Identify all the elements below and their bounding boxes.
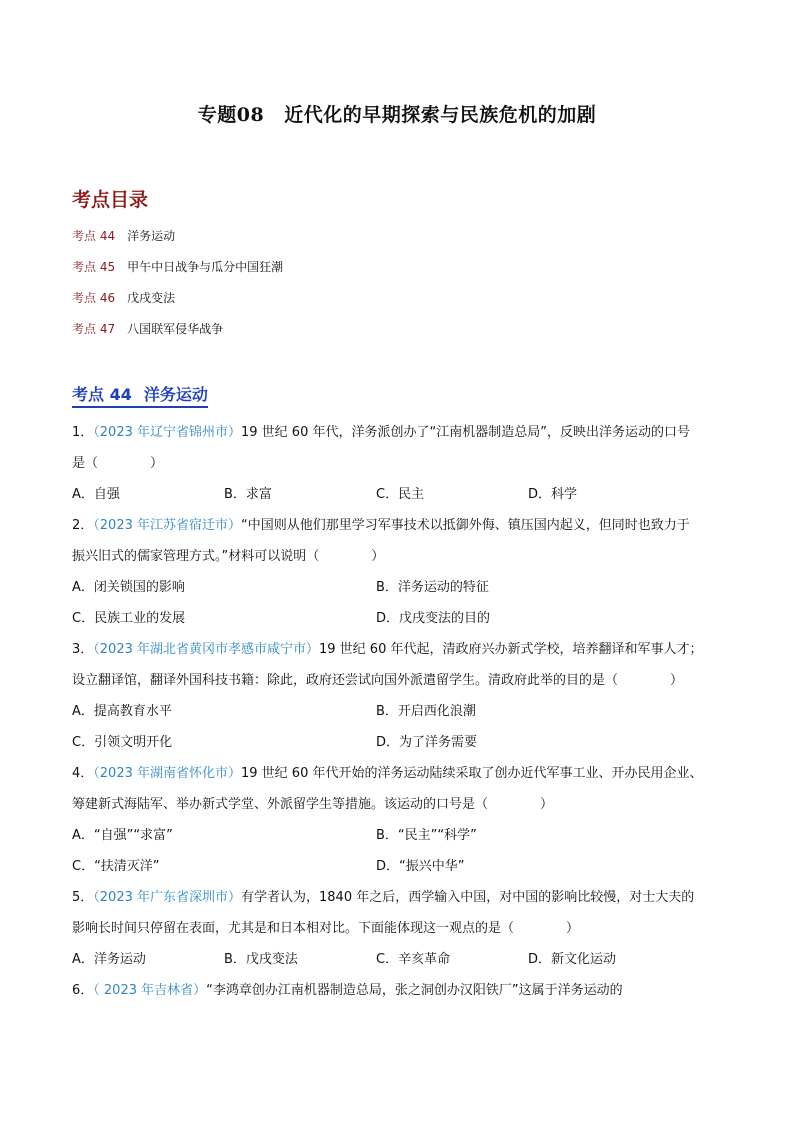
question-source: （2023 年辽宁省锦州市） xyxy=(93,425,241,440)
question-text: 19 世纪 60 年代开始的洋务运动陆续采取了创办近代军事工业、开办民用企业、 xyxy=(241,766,703,781)
question-number: 4． xyxy=(72,766,94,781)
option-c[interactable]: C．民族工业的发展 xyxy=(72,611,186,626)
question-number: 3． xyxy=(72,642,94,657)
option-d[interactable]: D．“振兴中华” xyxy=(376,859,465,874)
option-b[interactable]: B．洋务运动的特征 xyxy=(376,580,489,595)
question-text: 有学者认为，1840 年之后，西学输入中国，对中国的影响比较慢，对士大夫的 xyxy=(241,890,695,905)
question-number: 5． xyxy=(72,890,94,905)
question-text: 设立翻译馆，翻译外国科技书籍：除此，政府还尝试向国外派遣留学生。清政府此举的目的是（ ） xyxy=(72,673,684,688)
toc-item[interactable] xyxy=(72,320,283,351)
section-key: 考点 44 xyxy=(72,385,132,404)
section-label: 洋务运动 xyxy=(143,385,208,404)
options-row xyxy=(72,732,732,763)
question-list xyxy=(72,422,732,1011)
toc-key: 考点 45 xyxy=(72,260,116,274)
option-a[interactable]: A．“自强”“求富” xyxy=(72,828,173,843)
option-b[interactable]: B．开启西化浪潮 xyxy=(376,704,476,719)
option-d[interactable]: D．为了洋务需要 xyxy=(376,735,478,750)
section-heading xyxy=(72,384,208,408)
question-text: 是（ ） xyxy=(72,456,164,471)
option-b[interactable]: B．“民主”“科学” xyxy=(376,828,477,843)
question-number: 6． xyxy=(72,983,94,998)
toc-key: 考点 47 xyxy=(72,322,116,336)
question-text: 振兴旧式的儒家管理方式。”材料可以说明（ ） xyxy=(72,549,385,564)
option-a[interactable]: A．自强 xyxy=(72,487,120,502)
question-line xyxy=(72,453,732,484)
options-row xyxy=(72,608,732,639)
toc-item[interactable] xyxy=(72,289,283,320)
toc-label: 八国联军侵华战争 xyxy=(127,322,224,336)
question-source: （2023 年湖南省怀化市） xyxy=(93,766,241,781)
question-text: 影响长时间只停留在表面，尤其是和日本相对比。下面能体现这一观点的是（ ） xyxy=(72,921,580,936)
toc-label: 戊戌变法 xyxy=(127,291,176,305)
question-line xyxy=(72,763,732,794)
option-b[interactable]: B．戊戌变法 xyxy=(224,952,298,967)
question-line xyxy=(72,670,732,701)
options-row xyxy=(72,949,732,980)
page-title xyxy=(0,100,794,127)
question-line xyxy=(72,639,732,670)
toc-label: 洋务运动 xyxy=(127,229,176,243)
question-text: 19 世纪 60 年代，洋务派创办了“江南机器制造总局”，反映出洋务运动的口号 xyxy=(241,425,690,440)
question-text: “李鸿章创办江南机器制造总局，张之洞创办汉阳铁厂”这属于洋务运动的 xyxy=(206,983,623,998)
question-line xyxy=(72,422,732,453)
option-c[interactable]: C．民主 xyxy=(376,487,425,502)
options-row xyxy=(72,484,732,515)
question-text: 19 世纪 60 年代起，清政府兴办新式学校，培养翻译和军事人才； xyxy=(319,642,703,657)
toc-list xyxy=(72,227,283,351)
question-line xyxy=(72,918,732,949)
option-d[interactable]: D．科学 xyxy=(528,487,578,502)
question-text: 筹建新式海陆军、举办新式学堂、外派留学生等措施。该运动的口号是（ ） xyxy=(72,797,554,812)
question-source: （2023 年广东省深圳市） xyxy=(93,890,241,905)
option-a[interactable]: A．闭关锁国的影响 xyxy=(72,580,185,595)
toc-key: 考点 46 xyxy=(72,291,116,305)
question-line xyxy=(72,887,732,918)
question-source: （2023 年江苏省宿迁市） xyxy=(93,518,241,533)
question-text: “中国则从他们那里学习军事技术以抵御外侮、镇压国内起义，但同时也致力于 xyxy=(241,518,690,533)
toc-label: 甲午中日战争与瓜分中国狂潮 xyxy=(127,260,284,274)
options-row xyxy=(72,856,732,887)
toc-item[interactable] xyxy=(72,258,283,289)
title-number: 专题08 xyxy=(197,104,265,126)
option-b[interactable]: B．求富 xyxy=(224,487,272,502)
question-source: （ 2023 年吉林省） xyxy=(93,983,207,998)
question-line xyxy=(72,515,732,546)
option-a[interactable]: A．洋务运动 xyxy=(72,952,146,967)
question-source: （2023 年湖北省黄冈市孝感市咸宁市） xyxy=(93,642,319,657)
title-text: 近代化的早期探索与民族危机的加剧 xyxy=(284,104,597,126)
toc-item[interactable] xyxy=(72,227,283,258)
option-c[interactable]: C．辛亥革命 xyxy=(376,952,451,967)
options-row xyxy=(72,701,732,732)
option-c[interactable]: C．“扶清灭洋” xyxy=(72,859,160,874)
options-row xyxy=(72,825,732,856)
option-c[interactable]: C．引领文明开化 xyxy=(72,735,173,750)
question-number: 1． xyxy=(72,425,94,440)
question-line xyxy=(72,794,732,825)
options-row xyxy=(72,577,732,608)
question-line xyxy=(72,980,732,1011)
question-line xyxy=(72,546,732,577)
toc-heading: 考点目录 xyxy=(72,189,149,211)
option-d[interactable]: D．新文化运动 xyxy=(528,952,617,967)
option-d[interactable]: D．戊戌变法的目的 xyxy=(376,611,491,626)
option-a[interactable]: A．提高教育水平 xyxy=(72,704,172,719)
toc-key: 考点 44 xyxy=(72,229,116,243)
question-number: 2． xyxy=(72,518,94,533)
